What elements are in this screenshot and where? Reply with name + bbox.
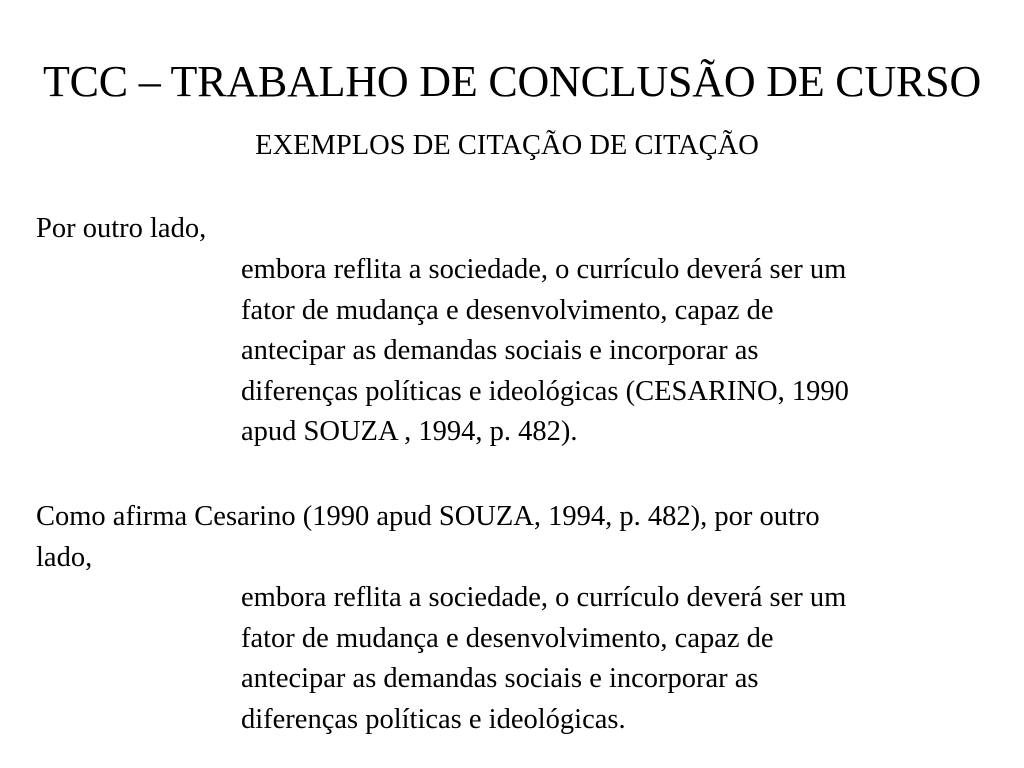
example-2-intro <box>36 497 820 578</box>
quote-line: embora reflita a sociedade, o currículo deverá ser um <box>241 254 847 285</box>
quote-line: fator de mudança e desenvolvimento, capaz de <box>241 294 774 326</box>
slide-title: TCC – TRABALHO DE CONCLUSÃO DE CURSO <box>42 57 982 106</box>
quote-line: diferenças políticas e ideológicas. <box>241 703 626 735</box>
quote-line: fator de mudança e desenvolvimento, capaz de <box>241 622 774 654</box>
intro-line: lado, <box>36 541 93 573</box>
quote-line: antecipar as demandas sociais e incorporar as <box>241 335 759 366</box>
example-2-quote <box>241 578 846 740</box>
example-1-quote <box>241 250 849 453</box>
example-1-intro: Por outro lado, <box>36 213 207 244</box>
quote-line: embora reflita a sociedade, o currículo deverá ser um <box>241 582 847 613</box>
slide-subtitle: EXEMPLOS DE CITAÇÃO DE CITAÇÃO <box>255 130 759 161</box>
quote-line: diferenças políticas e ideológicas (CESARINO, 1990 <box>241 375 849 407</box>
quote-line: apud SOUZA , 1994, p. 482). <box>241 416 578 447</box>
quote-line: antecipar as demandas sociais e incorporar as <box>241 663 759 694</box>
intro-line: Como afirma Cesarino (1990 apud SOUZA, 1994, p. 482), por outro <box>36 501 820 532</box>
